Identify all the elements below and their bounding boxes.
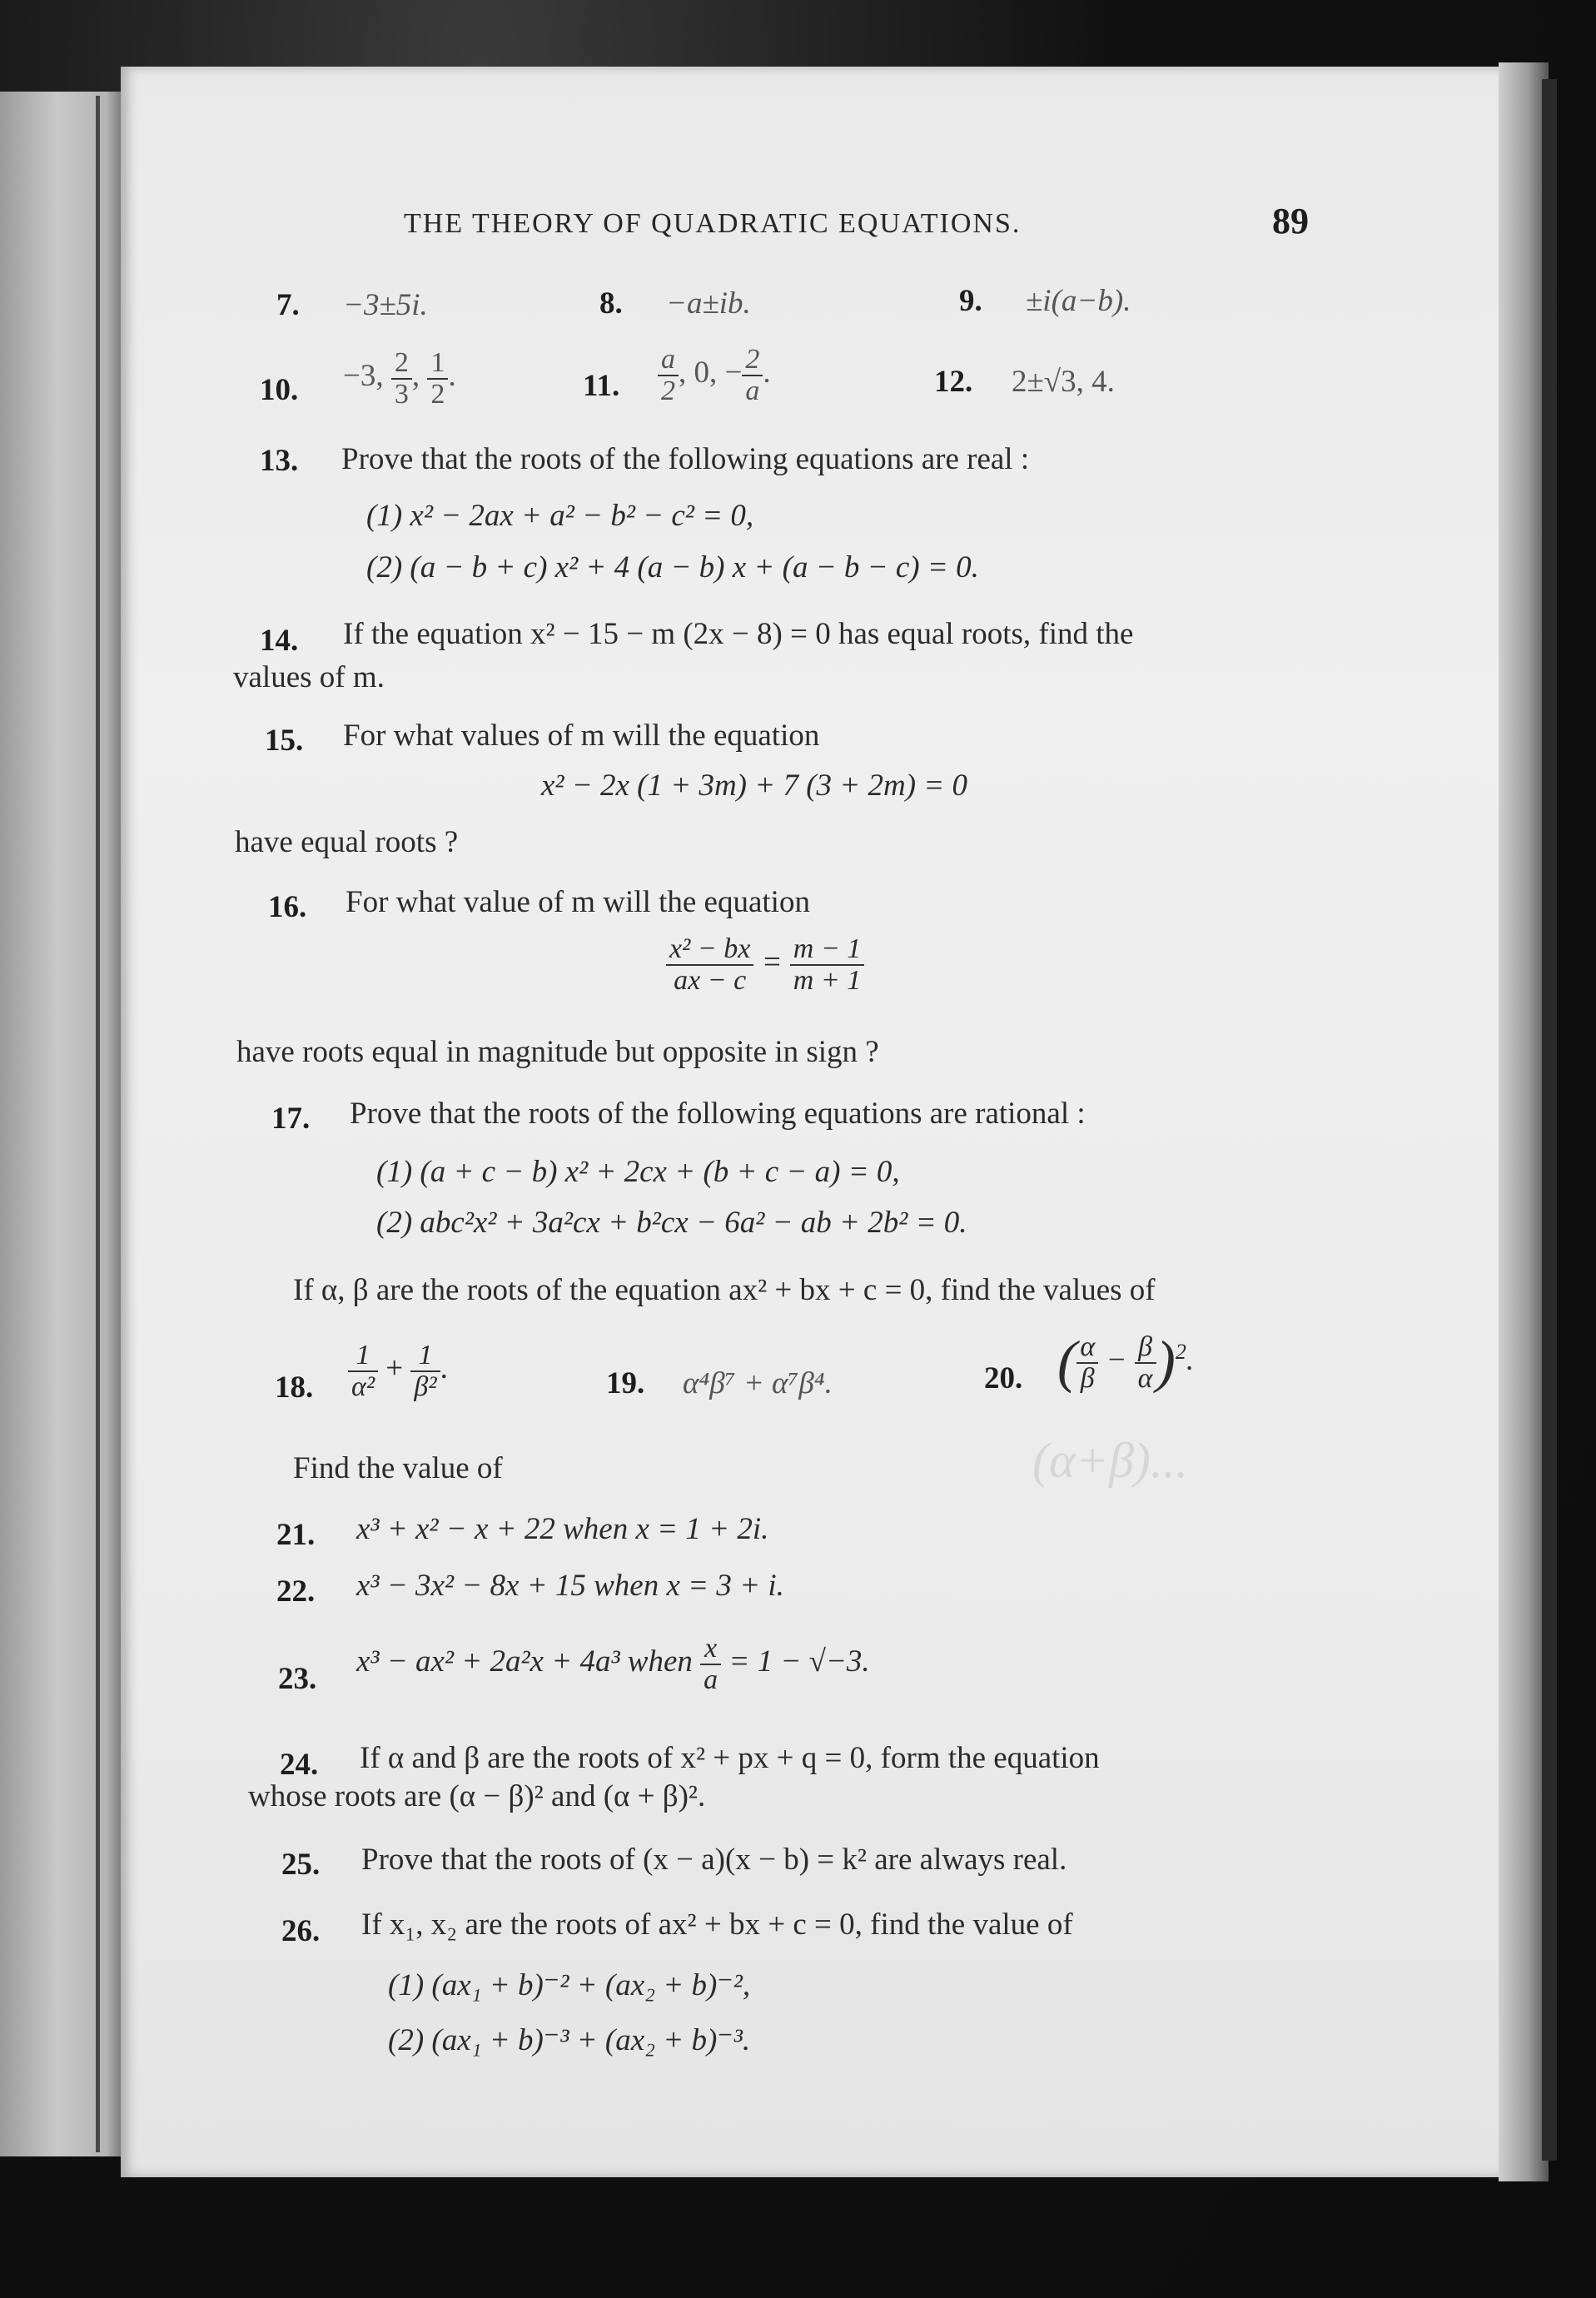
denominator: ax − c [674, 964, 747, 996]
numerator: α [1080, 1331, 1096, 1362]
fraction [700, 1634, 721, 1694]
problem-item: (1) x² − 2ax + a² − b² − c² = 0, [366, 499, 754, 533]
page-fore-edge [1499, 62, 1549, 2181]
problem-item: (2) abc²x² + 3a²cx + b²cx − 6a² − ab + 2b² = 0. [376, 1206, 967, 1240]
problem-number: 23. [278, 1662, 317, 1696]
answer-number: 10. [260, 373, 299, 407]
faint-pencil-mark: (α+β)... [1032, 1433, 1188, 1488]
numerator: 2 [745, 344, 760, 375]
problem-number: 16. [268, 890, 307, 924]
answer-text: −a±ib. [666, 286, 751, 321]
problem-number: 18. [275, 1370, 314, 1405]
problem-number: 26. [281, 1914, 321, 1948]
answer-text: −3±5i. [343, 288, 428, 322]
plus-sign: + [385, 1351, 404, 1386]
fraction [410, 1340, 440, 1401]
fraction [348, 1340, 378, 1401]
problem-item: (2) (ax₁ + b)⁻³ + (ax₂ + b)⁻³. [388, 2023, 751, 2057]
problem-number: 21. [276, 1518, 316, 1552]
answer-number: 8. [599, 286, 623, 321]
answer-number: 12. [934, 365, 973, 399]
denominator: α² [351, 1370, 375, 1402]
equation: x² − 2x (1 + 3m) + 7 (3 + 2m) = 0 [541, 768, 968, 803]
page-shadow [1542, 79, 1557, 2161]
section-intro: Find the value of [293, 1451, 503, 1485]
fraction [666, 934, 753, 995]
fraction [1076, 1332, 1098, 1393]
fraction [790, 934, 865, 995]
problem-number: 25. [281, 1848, 321, 1882]
answer-number: 11. [583, 369, 620, 403]
denominator: β² [414, 1370, 437, 1402]
denominator: β [1080, 1362, 1095, 1394]
answer-text: −3, $\frac{2}{3}$ , $\frac{1}{2}$ . [343, 347, 456, 410]
page-number: 89 [1272, 201, 1309, 241]
fraction [658, 345, 679, 405]
problem-number: 15. [265, 724, 304, 758]
problem-text: Prove that the roots of the following equations are real : [341, 442, 1030, 476]
denominator: 2 [430, 378, 445, 410]
numerator: a [661, 344, 675, 375]
denominator: a [704, 1664, 718, 1695]
problem-text: whose roots are (α − β)² and (α + β)². [248, 1779, 706, 1813]
problem-text: values of m. [233, 660, 385, 694]
problem-number: 14. [260, 624, 299, 658]
denominator: m + 1 [793, 964, 862, 996]
problem-number: 19. [606, 1366, 645, 1400]
answer-text: $\frac{a}{2}$ , 0, − $\frac{2}{a}$ . [658, 345, 771, 405]
problem-text: For what values of m will the equation [343, 719, 820, 753]
answer-number: 9. [959, 284, 982, 318]
fraction [391, 348, 412, 409]
problem-text: x³ + x² − x + 22 when x = 1 + 2i. [356, 1512, 769, 1546]
running-header: THE THEORY OF QUADRATIC EQUATIONS. [404, 208, 1022, 239]
problem-number: 20. [984, 1361, 1023, 1395]
denominator: 2 [661, 375, 675, 406]
problem-item: (1) (a + c − b) x² + 2cx + (b + c − a) = 0, [376, 1155, 900, 1189]
problem-number: 22. [276, 1574, 316, 1609]
problem-text: have equal roots ? [235, 825, 459, 859]
answer-middle: , 0, − [679, 356, 743, 390]
answer-prefix: −3, [343, 359, 384, 394]
answer-number: 7. [276, 288, 300, 322]
fraction [1135, 1332, 1156, 1393]
exponent: 2 [1175, 1339, 1186, 1364]
problem-text [356, 1634, 870, 1694]
answer-text: ±i(a−b). [1026, 284, 1131, 318]
numerator: 1 [430, 347, 445, 378]
numerator: m − 1 [793, 933, 862, 964]
problem-item: (2) (a − b + c) x² + 4 (a − b) x + (a − b − c) = 0. [366, 550, 979, 584]
problem-text: Prove that the roots of the following equations are rational : [350, 1097, 1086, 1131]
fraction [742, 345, 763, 405]
expression: ( $\frac{\alpha}{\beta}$ − $\frac{\beta}{\alpha}$ )$^2$. [1057, 1330, 1195, 1395]
fraction [427, 348, 448, 409]
denominator: 3 [394, 378, 409, 410]
denominator: α [1137, 1362, 1153, 1394]
numerator: x [704, 1633, 718, 1664]
problem-text: For what value of m will the equation [346, 885, 810, 919]
problem-item: (1) (ax₁ + b)⁻² + (ax₂ + b)⁻², [388, 1968, 751, 2002]
numerator: x² − bx [669, 933, 751, 964]
problem-text: have roots equal in magnitude but opposite in sign ? [236, 1035, 879, 1069]
numerator: β [1138, 1331, 1153, 1362]
problem-text: If x₁, x₂ are the roots of ax² + bx + c = 0, find the value of [361, 1908, 1073, 1942]
problem-text: If the equation x² − 15 − m (2x − 8) = 0 has equal roots, find the [343, 617, 1134, 651]
minus-sign: − [1106, 1343, 1127, 1378]
problem-number: 24. [280, 1748, 319, 1782]
problem-text: Prove that the roots of (x − a)(x − b) = k² are always real. [361, 1843, 1067, 1877]
numerator: 2 [394, 347, 409, 378]
equation [666, 934, 864, 995]
equals-sign: = [761, 945, 783, 980]
problem-text: x³ − 3x² − 8x + 15 when x = 3 + i. [356, 1569, 784, 1603]
numerator: 1 [355, 1340, 370, 1370]
problem-text: If α and β are the roots of x² + px + q = 0, form the equation [360, 1741, 1100, 1775]
facing-page-edge [0, 92, 125, 2156]
expression-suffix: = 1 − √−3. [728, 1644, 870, 1679]
denominator: a [745, 375, 760, 406]
problem-number: 17. [271, 1102, 311, 1136]
answer-text: 2±√3, 4. [1012, 365, 1115, 399]
expression-prefix: x³ − ax² + 2a²x + 4a³ when [356, 1644, 693, 1679]
numerator: 1 [418, 1340, 433, 1370]
expression: α⁴β⁷ + α⁷β⁴. [683, 1366, 833, 1400]
section-intro: If α, β are the roots of the equation ax² + bx + c = 0, find the values of [293, 1273, 1156, 1307]
book-gutter [96, 96, 100, 2152]
problem-number: 13. [260, 444, 299, 478]
expression: $\frac{1}{\text{α²}}$ + $\frac{1}{\text{β²}}$ . [348, 1340, 448, 1401]
